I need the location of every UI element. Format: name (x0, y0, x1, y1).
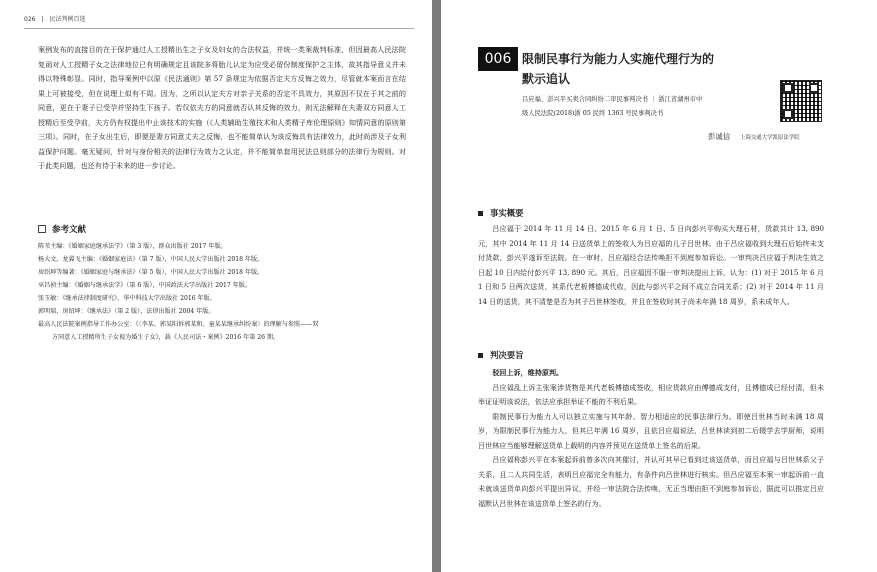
page-header: 026 | 民法判例百选 (24, 16, 86, 23)
gist-paragraph: 限制民事行为能力人可以独立实施与其年龄、智力相适应的民事法律行为。即使吕世林当时未满 18 周岁，为限制民事行为能力人，但其已年满 16 周岁，且依吕应福说法，吕世林读到初二后辍学去学厨师，说明吕世林应当能够理解送货单上载明的内容并预见在送货单上签名的后果。 (478, 411, 824, 450)
references-heading-text: 参考文献 (52, 225, 87, 235)
gist-paragraph: 吕应福称彭兴平在本案起诉前曾多次向其催讨，并认可其早已看到过该送货单，而吕应福与吕世林系父子关系，且二人共同生活，表明吕应福完全有能力，有条件向吕世林进行核实。但吕应福至本案一审起诉前一直未就该送货单向彭兴平提出异议，并经一审法院合法传唤，无正当理由拒不到庭参加诉讼，据此可以推定吕应福默认吕世林在该送货单上签名的行为。 (478, 455, 824, 508)
book-title: 民法判例百选 (49, 16, 86, 23)
case-title-line1: 限制民事行为能力人实施代理行为的 (522, 52, 715, 66)
reference-item: 房绍坤等编著：《婚姻家庭与继承法》（第 5 版），中国人民大学出版社 2018 年版。 (38, 269, 264, 276)
references-list (38, 240, 414, 344)
gist-heading (478, 349, 524, 361)
case-number-badge: 006 (478, 47, 518, 71)
author-name: 彭诚信 (708, 132, 731, 141)
gist-verdict: 驳回上诉，维持原判。 (492, 368, 564, 377)
square-bullet-icon (478, 211, 483, 216)
square-bullet-icon (478, 353, 483, 358)
case-subtitle (522, 93, 772, 121)
gist-paragraph: 吕应福乱上诉主张案涉货物是其代老板傅德成签收，相应货款应由傅德成支付，且傅德成已经付清，但未举证证明该说法，依法应承担举证不能的不利后果。 (478, 382, 824, 406)
case-subtitle-line1: 吕应福、彭兴平买卖合同纠纷二审民事判决书 ｜ 浙江省湖州市中 (522, 96, 703, 103)
gist-heading-text: 判决要旨 (490, 350, 524, 360)
page-gutter (432, 0, 441, 572)
reference-item: 郭明瑞、房绍坤：《继承法》（第 2 版），法律出版社 2004 年版。 (38, 308, 215, 315)
reference-item-continued: 方同意人工授精所生子女视为婚生子女》，载《人民司法・案例》2016 年第 26 期。 (52, 334, 280, 341)
checkbox-icon (38, 225, 46, 233)
references-heading (38, 223, 86, 235)
facts-paragraph: 吕应福于 2014 年 11 月 14 日、2015 年 6 月 1 日、5 日向彭兴平购买大理石材，货款共计 13, 890 元，其中 2014 年 11 月 14 日送货单上的签收人为吕应福的儿子吕世林。由于吕应福收到大理石后始终未支付货款，彭兴平遂诉至法院。在一审时，吕应福经合法传唤拒不到庭参加诉讼。一审判决吕应福于判决生效之日起 10 日内给付彭兴平 13, 890 元。其后，吕应福因不服一审判决提出上诉，认为：(1) 对于 2015 年 6 月 1 日和 5 日两次送货，其系代老板傅德成代收，因此与彭兴平之间不成立合同关系；(2) 对于 2014 年 11 月 14 日的送货，其不清楚是否为其子吕世林签收，并且在签收时其子尚未年满 18 周岁，系未成年人。 (478, 224, 824, 306)
facts-heading (478, 207, 524, 219)
reference-item: 最高人民法院案例指导工作办公室：《〈李某、郭某阳诉郭某和、童某某继承纠纷案〉的理解与参照——双 (38, 321, 319, 328)
author-affiliation: 上海交通大学凯原法学院 (740, 135, 800, 141)
gist-body (478, 366, 824, 511)
reference-item: 张玉敏：《继承法律制度研究》，华中科技大学出版社 2016 年版。 (38, 295, 216, 302)
qr-code-icon (780, 80, 822, 122)
author-line (708, 131, 800, 142)
case-title-line2: 默示追认 (522, 72, 571, 86)
header-rule (24, 28, 414, 29)
reference-item: 杨大文、龙翼飞主编：《婚姻家庭法》（第 7 版），中国人民大学出版社 2018 年版。 (38, 256, 264, 263)
left-page (0, 0, 432, 572)
left-body-text (38, 43, 406, 174)
page-number: 026 (24, 16, 36, 23)
body-paragraph: 案例发布的直接目的在于保护通过人工授精出生之子女及妇女的合法权益，并统一类案裁判标准，但因最高人民法院复函对人工授精子女之法律地位已有明确规定且该院多将胎儿认定为应受必留份制度保护之主体，故其指导意义并未得以特殊彰显。同时，指导案例中以原《民法通则》第 57 条规定为依据否定夫方反悔之效力，尽管就本案而言在结果上可被接受，但在说理上似有不周。因为，之所以认定夫方对亲子关系的否定不具效力，其原因不仅在于其之前的同意，更在于妻子已受孕并坚持生下孩子。若仅依夫方的同意就否认其反悔的效力，则无法解释在夫妻双方同意人工授精后至受孕前，夫方仍有权提出中止该技术的实施（《人类辅助生殖技术和人类精子库伦理原则》知情同意的原则第三项）。同时，在子女出生后，即便是妻方同意丈夫之反悔，也不能简单认为该反悔具有法律效力，此时尚涉及子女利益保护问题。毫无疑问，针对与身份相关的法律行为效力之认定，并不能简单套用民法总则部分的法律行为规则。对于此类问题，也还有待于未来的进一步讨论。 (38, 45, 406, 170)
case-subtitle-line2: 级人民法院(2018)浙 05 民终 1363 号民事判决书 (522, 110, 664, 117)
reference-item: 巫昌祯主编：《婚姻与继承法学》（第 6 版），中国政法大学出版社 2017 年版。 (38, 282, 251, 289)
facts-heading-text: 事实概要 (490, 208, 524, 218)
facts-body (478, 222, 824, 309)
reference-item: 陈苇主编：《婚姻家庭继承法学》（第 3 版），群众出版社 2017 年版。 (38, 243, 227, 250)
